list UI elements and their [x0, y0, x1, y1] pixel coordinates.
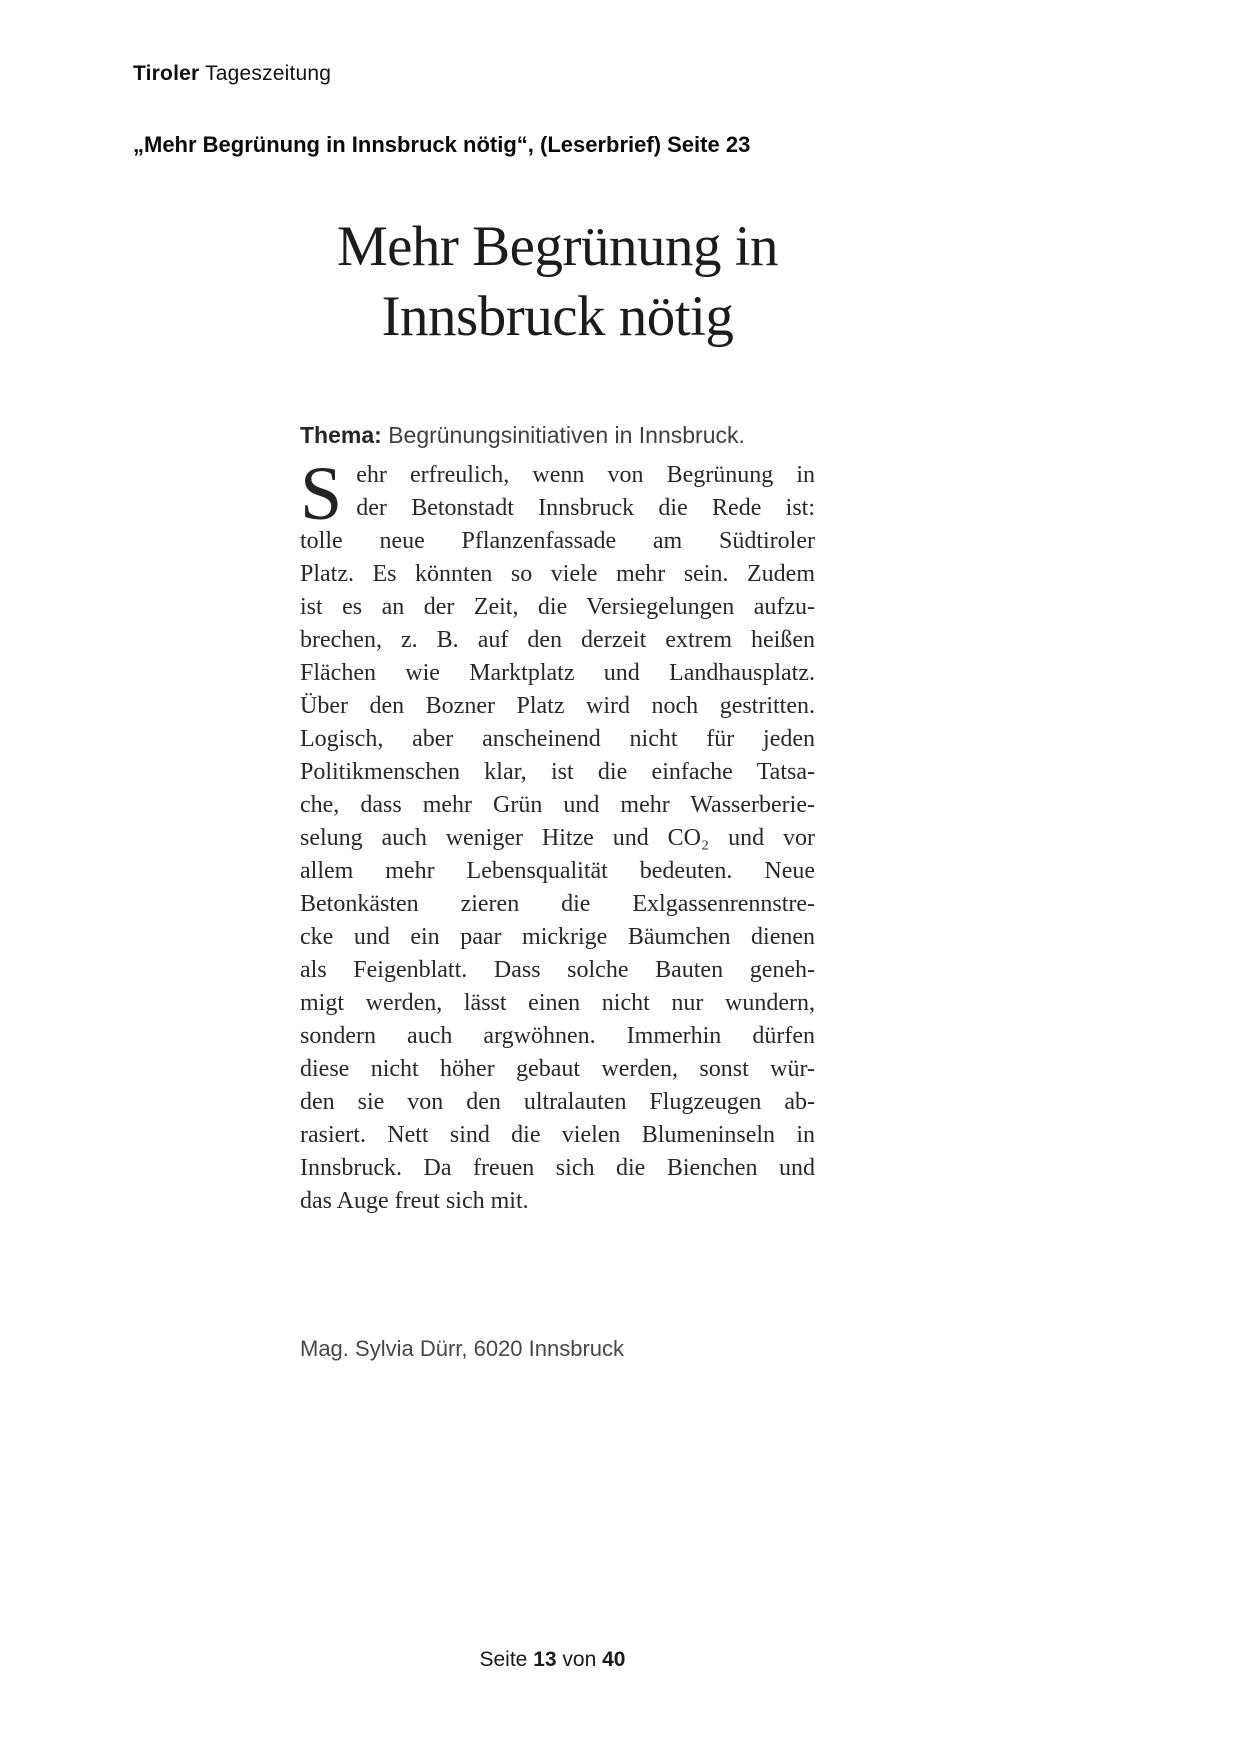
headline-line-1: Mehr Begrünung in	[336, 215, 779, 278]
body-line: brechen, z. B. auf den derzeit extrem heißen	[300, 627, 815, 653]
article-headline	[300, 212, 815, 352]
body-line: diese nicht höher gebaut werden, sonst wür-	[300, 1056, 815, 1082]
body-line: ehr erfreulich, wenn von Begrünung in	[356, 462, 815, 488]
body-line: der Betonstadt Innsbruck die Rede ist:	[356, 495, 815, 521]
body-line: Politikmenschen klar, ist die einfache Tatsa-	[300, 759, 815, 785]
body-line: Betonkästen zieren die Exlgassenrennstre-	[300, 891, 815, 917]
topic-text: Begrünungsinitiativen in Innsbruck.	[388, 422, 745, 448]
body-line: Logisch, aber anscheinend nicht für jeden	[300, 726, 815, 752]
page-footer	[0, 1648, 1105, 1672]
masthead-brand-bold: Tiroler	[133, 62, 200, 85]
body-line: sondern auch argwöhnen. Immerhin dürfen	[300, 1023, 815, 1049]
body-lines	[300, 452, 815, 1218]
body-line: rasiert. Nett sind die vielen Blumeninseln in	[300, 1122, 815, 1148]
body-line: cke und ein paar mickrige Bäumchen dienen	[300, 924, 815, 950]
body-line: Flächen wie Marktplatz und Landhausplatz.	[300, 660, 815, 686]
masthead-brand-regular: Tageszeitung	[205, 62, 332, 85]
body-line: che, dass mehr Grün und mehr Wasserberie-	[300, 792, 815, 818]
body-line: den sie von den ultralauten Flugzeugen ab-	[300, 1089, 815, 1115]
author-signature: Mag. Sylvia Dürr, 6020 Innsbruck	[300, 1336, 625, 1361]
article-reference-line: „Mehr Begrünung in Innsbruck nötig“, (Leserbrief) Seite 23	[133, 132, 751, 157]
body-line: tolle neue Pflanzenfassade am Südtiroler	[300, 528, 815, 554]
footer-total-pages: 40	[602, 1648, 626, 1671]
body-line: das Auge freut sich mit.	[300, 1188, 529, 1214]
body-line: allem mehr Lebensqualität bedeuten. Neue	[300, 858, 815, 884]
body-line: selung auch weniger Hitze und CO₂ und vor	[300, 825, 815, 851]
masthead	[133, 62, 331, 86]
footer-prefix: Seite	[479, 1648, 528, 1671]
article-body	[300, 452, 815, 1218]
topic-line	[300, 422, 815, 449]
topic-label: Thema:	[300, 422, 382, 448]
footer-of: von	[562, 1648, 597, 1671]
headline-line-2: Innsbruck nötig	[381, 285, 734, 348]
article-clipping	[300, 212, 815, 1362]
footer-current-page: 13	[533, 1648, 557, 1671]
body-line: ist es an der Zeit, die Versiegelungen aufzu-	[300, 594, 815, 620]
body-line: Über den Bozner Platz wird noch gestritten.	[300, 693, 815, 719]
body-line: Innsbruck. Da freuen sich die Bienchen und	[300, 1155, 815, 1181]
body-line: Platz. Es könnten so viele mehr sein. Zudem	[300, 561, 815, 587]
drop-cap: S	[300, 452, 343, 536]
body-line: als Feigenblatt. Dass solche Bauten geneh-	[300, 957, 815, 983]
body-line: migt werden, lässt einen nicht nur wundern,	[300, 990, 815, 1016]
